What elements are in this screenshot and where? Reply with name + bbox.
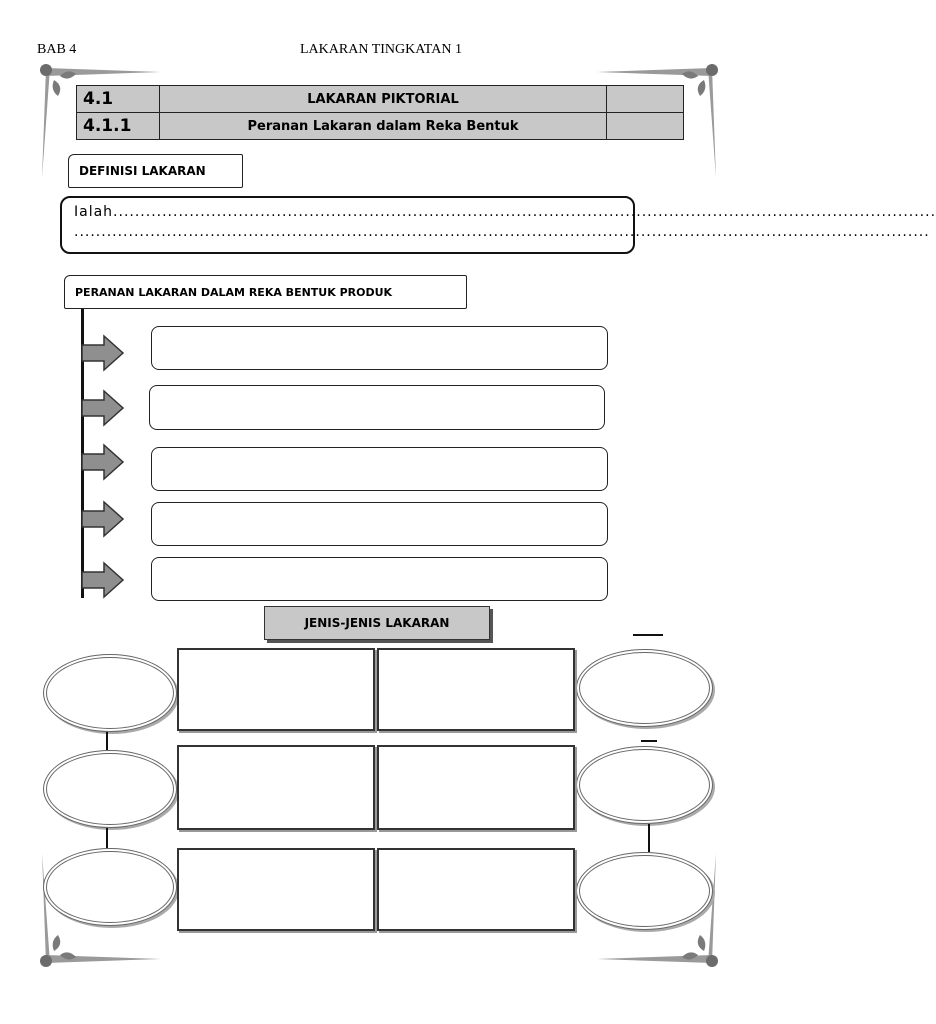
sketch-types-heading: JENIS-JENIS LAKARAN (264, 606, 490, 640)
role-answer-box[interactable] (149, 385, 605, 430)
role-answer-box[interactable] (151, 447, 608, 491)
arrow-right-icon (82, 336, 124, 370)
definition-line-2: ............................................................................................................................................................. (74, 224, 930, 240)
oval-connector-line (106, 732, 108, 750)
subsection-number: 4.1.1 (77, 113, 160, 140)
subsection-title: Peranan Lakaran dalam Reka Bentuk (160, 113, 607, 140)
definition-line-1: Ialah....................................................................................................................................................... (74, 204, 936, 220)
title-table-row (77, 86, 684, 113)
sketch-drawing-box[interactable] (177, 848, 375, 931)
arrow-right-icon (82, 563, 124, 597)
role-answer-box[interactable] (151, 502, 608, 546)
definition-answer-box[interactable] (60, 196, 936, 254)
sketch-type-oval-left-3[interactable] (43, 848, 177, 926)
sketch-drawing-box[interactable] (177, 745, 375, 830)
role-answer-box[interactable] (151, 557, 608, 601)
section-number: 4.1 (77, 86, 160, 113)
roles-heading: PERANAN LAKARAN DALAM REKA BENTUK PRODUK (64, 275, 467, 309)
title-table (76, 85, 684, 140)
oval-connector-line (648, 824, 650, 852)
sketch-type-oval-left-1[interactable] (43, 654, 177, 732)
arrow-right-icon (82, 391, 124, 425)
title-table-row (77, 113, 684, 140)
section-title: LAKARAN PIKTORIAL (160, 86, 607, 113)
sketch-type-oval-right-3[interactable] (576, 852, 713, 930)
arrow-right-icon (82, 502, 124, 536)
sketch-type-oval-right-2[interactable] (576, 746, 713, 824)
sketch-type-oval-left-2[interactable] (43, 750, 177, 828)
chapter-label: BAB 4 (37, 42, 77, 57)
arrow-right-icon (82, 445, 124, 479)
sketch-drawing-box[interactable] (177, 648, 375, 731)
sketch-type-oval-right-1[interactable] (576, 649, 713, 727)
sketch-drawing-box[interactable] (377, 745, 575, 830)
answer-blank-line (641, 740, 657, 742)
title-table-blank-cell (607, 113, 684, 140)
oval-connector-line (106, 828, 108, 848)
sketch-drawing-box[interactable] (377, 848, 575, 931)
page-header-title: LAKARAN TINGKATAN 1 (300, 42, 462, 57)
role-answer-box[interactable] (151, 326, 608, 370)
answer-blank-line (633, 634, 663, 636)
definition-heading: DEFINISI LAKARAN (68, 154, 243, 188)
sketch-drawing-box[interactable] (377, 648, 575, 731)
title-table-blank-cell (607, 86, 684, 113)
